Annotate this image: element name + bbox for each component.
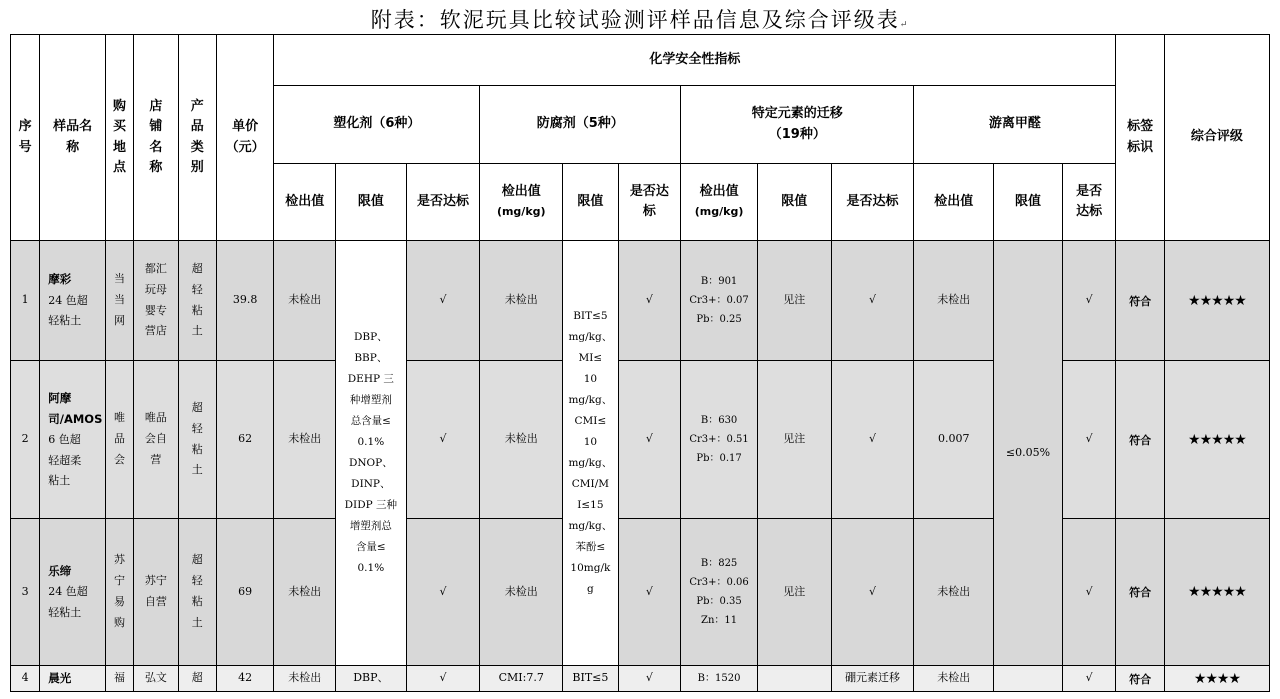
header-category: 产 品 类 别 (178, 35, 216, 241)
header-fo-pass: 是否 达标 (1062, 164, 1116, 241)
label-cell: 符合 (1116, 241, 1164, 361)
category-cell: 超 轻 粘 土 (178, 519, 216, 666)
fo-detected-cell: 未检出 (914, 666, 994, 692)
name-cell: 晨光 (40, 666, 106, 692)
el-limit-cell (757, 666, 831, 692)
header-pr-detected: 检出值 (mg/kg) (480, 164, 563, 241)
seq-cell: 2 (11, 361, 40, 519)
rating-cell: ★★★★★ (1164, 361, 1269, 519)
pr-detected-cell: 未检出 (480, 361, 563, 519)
pr-detected-cell: CMI:7.7 (480, 666, 563, 692)
shop-cell: 苏宁 自营 (134, 519, 178, 666)
el-pass-cell: √ (831, 241, 914, 361)
fo-pass-cell: √ (1062, 666, 1116, 692)
header-pl-pass: 是否达标 (406, 164, 480, 241)
label-cell: 符合 (1116, 666, 1164, 692)
fo-limit-shared: ≤0.05% (994, 241, 1063, 666)
table-row (11, 519, 1270, 666)
header-el-detected: 检出值 (mg/kg) (681, 164, 758, 241)
para-mark: ↵ (899, 20, 910, 30)
pr-pass-cell: √ (618, 666, 681, 692)
header-pr-pass: 是否达 标 (618, 164, 681, 241)
header-pl-detected: 检出值 (274, 164, 336, 241)
el-detected-cell: B：1520 (681, 666, 758, 692)
fo-pass-cell: √ (1062, 361, 1116, 519)
place-cell: 苏 宁 易 购 (105, 519, 133, 666)
header-pr-limit: 限值 (563, 164, 619, 241)
el-pass-cell: √ (831, 361, 914, 519)
pl-pass-cell: √ (406, 519, 480, 666)
rating-table (10, 34, 1270, 692)
header-el-limit: 限值 (757, 164, 831, 241)
name-cell: 阿摩司/AMOS 6 色超 轻超柔 粘土 (40, 361, 106, 519)
seq-cell: 3 (11, 519, 40, 666)
shop-cell: 弘文 (134, 666, 178, 692)
page-title (0, 4, 1280, 34)
label-cell: 符合 (1116, 361, 1164, 519)
el-limit-cell: 见注 (757, 241, 831, 361)
table-row (11, 666, 1270, 692)
category-cell: 超 轻 粘 土 (178, 361, 216, 519)
price-cell: 69 (216, 519, 274, 666)
el-detected-cell: B：630 Cr3+：0.51 Pb：0.17 (681, 361, 758, 519)
header-rating: 综合评级 (1164, 35, 1269, 241)
seq-cell: 4 (11, 666, 40, 692)
pl-detected-cell: 未检出 (274, 666, 336, 692)
shop-cell: 都汇 玩母 婴专 营店 (134, 241, 178, 361)
header-pl-limit: 限值 (336, 164, 407, 241)
header-formaldehyde: 游离甲醛 (914, 86, 1116, 164)
fo-detected-cell: 0.007 (914, 361, 994, 519)
el-pass-cell: 硼元素迁移 (831, 666, 914, 692)
table-row (11, 361, 1270, 519)
pl-pass-cell: √ (406, 361, 480, 519)
place-cell: 唯 品 会 (105, 361, 133, 519)
pr-limit-shared: BIT≤5 mg/kg、 MI≤ 10 mg/kg、 CMI≤ 10 mg/kg、 CMI/M I≤15 mg/kg、 苯酚≤ 10mg/k g (563, 241, 619, 666)
pl-detected-cell: 未检出 (274, 241, 336, 361)
fo-detected-cell: 未检出 (914, 519, 994, 666)
header-plasticizer: 塑化剂（6种） (274, 86, 480, 164)
table-row (11, 241, 1270, 361)
name-cell: 乐缔 24 色超 轻粘土 (40, 519, 106, 666)
pl-detected-cell: 未检出 (274, 361, 336, 519)
header-seq: 序 号 (11, 35, 40, 241)
fo-limit-cell (994, 666, 1063, 692)
header-migration: 特定元素的迁移 （19种） (681, 86, 914, 164)
fo-pass-cell: √ (1062, 241, 1116, 361)
place-cell: 福 (105, 666, 133, 692)
rating-cell: ★★★★★ (1164, 519, 1269, 666)
price-cell: 39.8 (216, 241, 274, 361)
pl-pass-cell: √ (406, 241, 480, 361)
pr-pass-cell: √ (618, 519, 681, 666)
label-cell: 符合 (1116, 519, 1164, 666)
header-name: 样品名 称 (40, 35, 106, 241)
header-el-pass: 是否达标 (831, 164, 914, 241)
header-fo-detected: 检出值 (914, 164, 994, 241)
shop-cell: 唯品 会自 营 (134, 361, 178, 519)
pr-pass-cell: √ (618, 241, 681, 361)
title-text: 附表：软泥玩具比较试验测评样品信息及综合评级表 (370, 8, 900, 32)
pr-limit-cell: BIT≤5 (563, 666, 619, 692)
el-detected-cell: B：825 Cr3+：0.06 Pb：0.35 Zn：11 (681, 519, 758, 666)
header-fo-limit: 限值 (994, 164, 1063, 241)
header-chem: 化学安全性指标 (274, 35, 1116, 86)
category-cell: 超 轻 粘 土 (178, 241, 216, 361)
seq-cell: 1 (11, 241, 40, 361)
header-place: 购 买 地 点 (105, 35, 133, 241)
pl-detected-cell: 未检出 (274, 519, 336, 666)
price-cell: 62 (216, 361, 274, 519)
header-label: 标签 标识 (1116, 35, 1164, 241)
price-cell: 42 (216, 666, 274, 692)
header-preservative: 防腐剂（5种） (480, 86, 681, 164)
el-pass-cell: √ (831, 519, 914, 666)
pl-limit-cell: DBP、 (336, 666, 407, 692)
header-shop: 店 铺 名 称 (134, 35, 178, 241)
fo-pass-cell: √ (1062, 519, 1116, 666)
el-detected-cell: B：901 Cr3+：0.07 Pb：0.25 (681, 241, 758, 361)
pr-pass-cell: √ (618, 361, 681, 519)
pl-pass-cell: √ (406, 666, 480, 692)
fo-detected-cell: 未检出 (914, 241, 994, 361)
place-cell: 当 当 网 (105, 241, 133, 361)
el-limit-cell: 见注 (757, 361, 831, 519)
pl-limit-shared: DBP、 BBP、 DEHP 三 种增塑剂 总含量≤ 0.1% DNOP、 DINP、 DIDP 三种 增塑剂总 含量≤ 0.1% (336, 241, 407, 666)
name-cell: 摩彩 24 色超 轻粘土 (40, 241, 106, 361)
rating-cell: ★★★★★ (1164, 241, 1269, 361)
pr-detected-cell: 未检出 (480, 519, 563, 666)
el-limit-cell: 见注 (757, 519, 831, 666)
category-cell: 超 (178, 666, 216, 692)
header-price: 单价 （元） (216, 35, 274, 241)
rating-cell: ★★★★ (1164, 666, 1269, 692)
pr-detected-cell: 未检出 (480, 241, 563, 361)
